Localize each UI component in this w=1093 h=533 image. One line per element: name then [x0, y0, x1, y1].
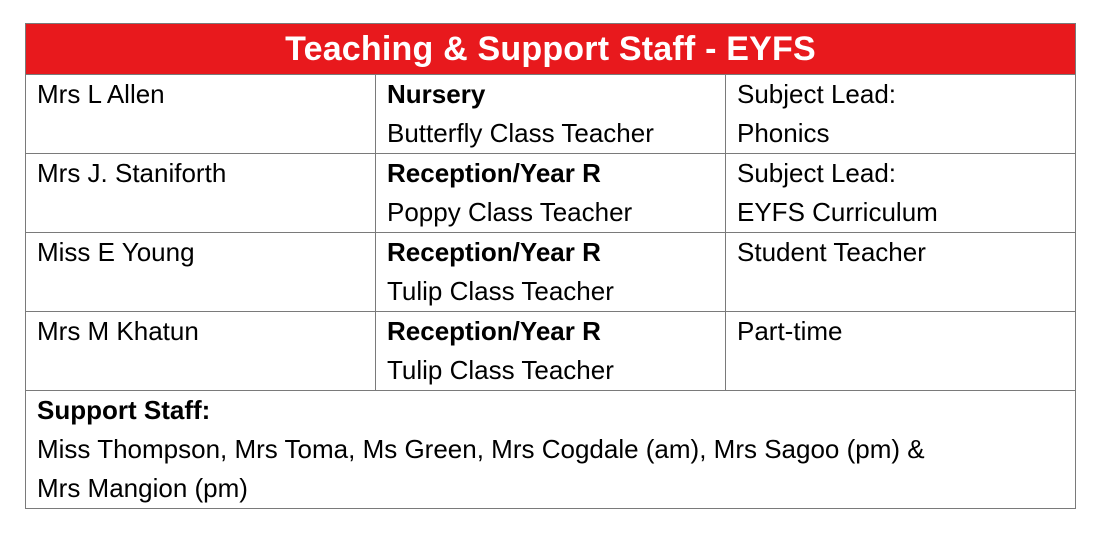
role-detail: Butterfly Class Teacher: [387, 118, 654, 148]
staff-name: Miss E Young: [37, 237, 195, 267]
staff-row: [26, 233, 1076, 312]
staff-note-cell: [726, 154, 1076, 233]
role-heading: Nursery: [387, 79, 486, 109]
staff-name-cell: [26, 312, 376, 391]
role-detail: Tulip Class Teacher: [387, 276, 614, 306]
staff-role-cell: [376, 75, 726, 154]
support-heading: Support Staff:: [37, 395, 211, 425]
note-line: Phonics: [737, 118, 830, 148]
staff-row: [26, 75, 1076, 154]
note-line: Part-time: [737, 316, 843, 346]
support-row: [26, 391, 1076, 509]
staff-role-cell: [376, 312, 726, 391]
role-heading: Reception/Year R: [387, 316, 601, 346]
note-line: Subject Lead:: [737, 158, 897, 188]
staff-note-cell: [726, 75, 1076, 154]
support-names: Mrs Mangion (pm): [37, 473, 248, 503]
role-detail: Poppy Class Teacher: [387, 197, 633, 227]
staff-note-cell: [726, 233, 1076, 312]
support-staff-cell: [26, 391, 1076, 509]
title-row: [26, 24, 1076, 75]
staff-name: Mrs M Khatun: [37, 316, 199, 346]
staff-role-cell: [376, 233, 726, 312]
staff-note-cell: [726, 312, 1076, 391]
role-heading: Reception/Year R: [387, 237, 601, 267]
staff-row: [26, 312, 1076, 391]
table-title: Teaching & Support Staff - EYFS: [26, 24, 1076, 75]
staff-name: Mrs J. Staniforth: [37, 158, 227, 188]
staff-name: Mrs L Allen: [37, 79, 165, 109]
staff-table: [25, 23, 1076, 509]
role-detail: Tulip Class Teacher: [387, 355, 614, 385]
staff-row: [26, 154, 1076, 233]
staff-name-cell: [26, 75, 376, 154]
note-line: Subject Lead:: [737, 79, 897, 109]
staff-name-cell: [26, 233, 376, 312]
note-line: EYFS Curriculum: [737, 197, 938, 227]
staff-role-cell: [376, 154, 726, 233]
support-names: Miss Thompson, Mrs Toma, Ms Green, Mrs Cogdale (am), Mrs Sagoo (pm) &: [37, 434, 925, 464]
role-heading: Reception/Year R: [387, 158, 601, 188]
staff-name-cell: [26, 154, 376, 233]
note-line: Student Teacher: [737, 237, 926, 267]
